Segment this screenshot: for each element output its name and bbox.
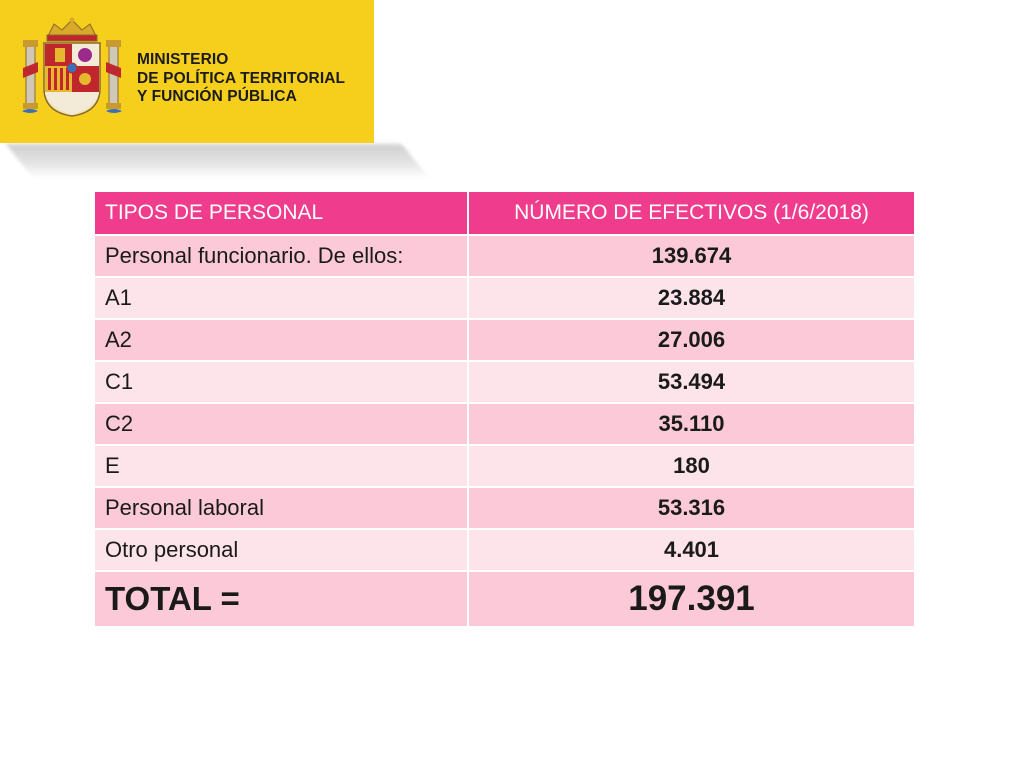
table-row xyxy=(94,529,915,571)
table-row xyxy=(94,403,915,445)
row-label: Personal laboral xyxy=(94,487,468,529)
table-total-row xyxy=(94,571,915,627)
personnel-table xyxy=(93,190,916,628)
table-header-row xyxy=(94,191,915,235)
banner-shadow xyxy=(6,144,429,178)
spain-coat-of-arms-icon xyxy=(22,16,122,122)
table-row xyxy=(94,277,915,319)
ministry-line-2: DE POLÍTICA TERRITORIAL xyxy=(137,69,346,87)
row-value: 4.401 xyxy=(468,529,915,571)
total-label: TOTAL = xyxy=(94,571,468,627)
ministry-line-3: Y FUNCIÓN PÚBLICA xyxy=(137,88,297,105)
row-value: 23.884 xyxy=(468,277,915,319)
row-value: 139.674 xyxy=(468,235,915,277)
ministry-banner xyxy=(0,0,374,143)
ministry-line-1: MINISTERIO xyxy=(137,51,229,68)
table-row xyxy=(94,445,915,487)
row-label: E xyxy=(94,445,468,487)
header-personnel-type: TIPOS DE PERSONAL xyxy=(94,191,468,235)
header-headcount: NÚMERO DE EFECTIVOS (1/6/2018) xyxy=(468,191,915,235)
table-row xyxy=(94,361,915,403)
row-value: 53.494 xyxy=(468,361,915,403)
row-value: 180 xyxy=(468,445,915,487)
total-value: 197.391 xyxy=(468,571,915,627)
ministry-name xyxy=(137,51,345,107)
table-row xyxy=(94,319,915,361)
row-label: A2 xyxy=(94,319,468,361)
row-label: C1 xyxy=(94,361,468,403)
table-row xyxy=(94,487,915,529)
row-value: 53.316 xyxy=(468,487,915,529)
row-label: Otro personal xyxy=(94,529,468,571)
row-label: C2 xyxy=(94,403,468,445)
row-value: 27.006 xyxy=(468,319,915,361)
table-row xyxy=(94,235,915,277)
row-label: Personal funcionario. De ellos: xyxy=(94,235,468,277)
row-value: 35.110 xyxy=(468,403,915,445)
row-label: A1 xyxy=(94,277,468,319)
